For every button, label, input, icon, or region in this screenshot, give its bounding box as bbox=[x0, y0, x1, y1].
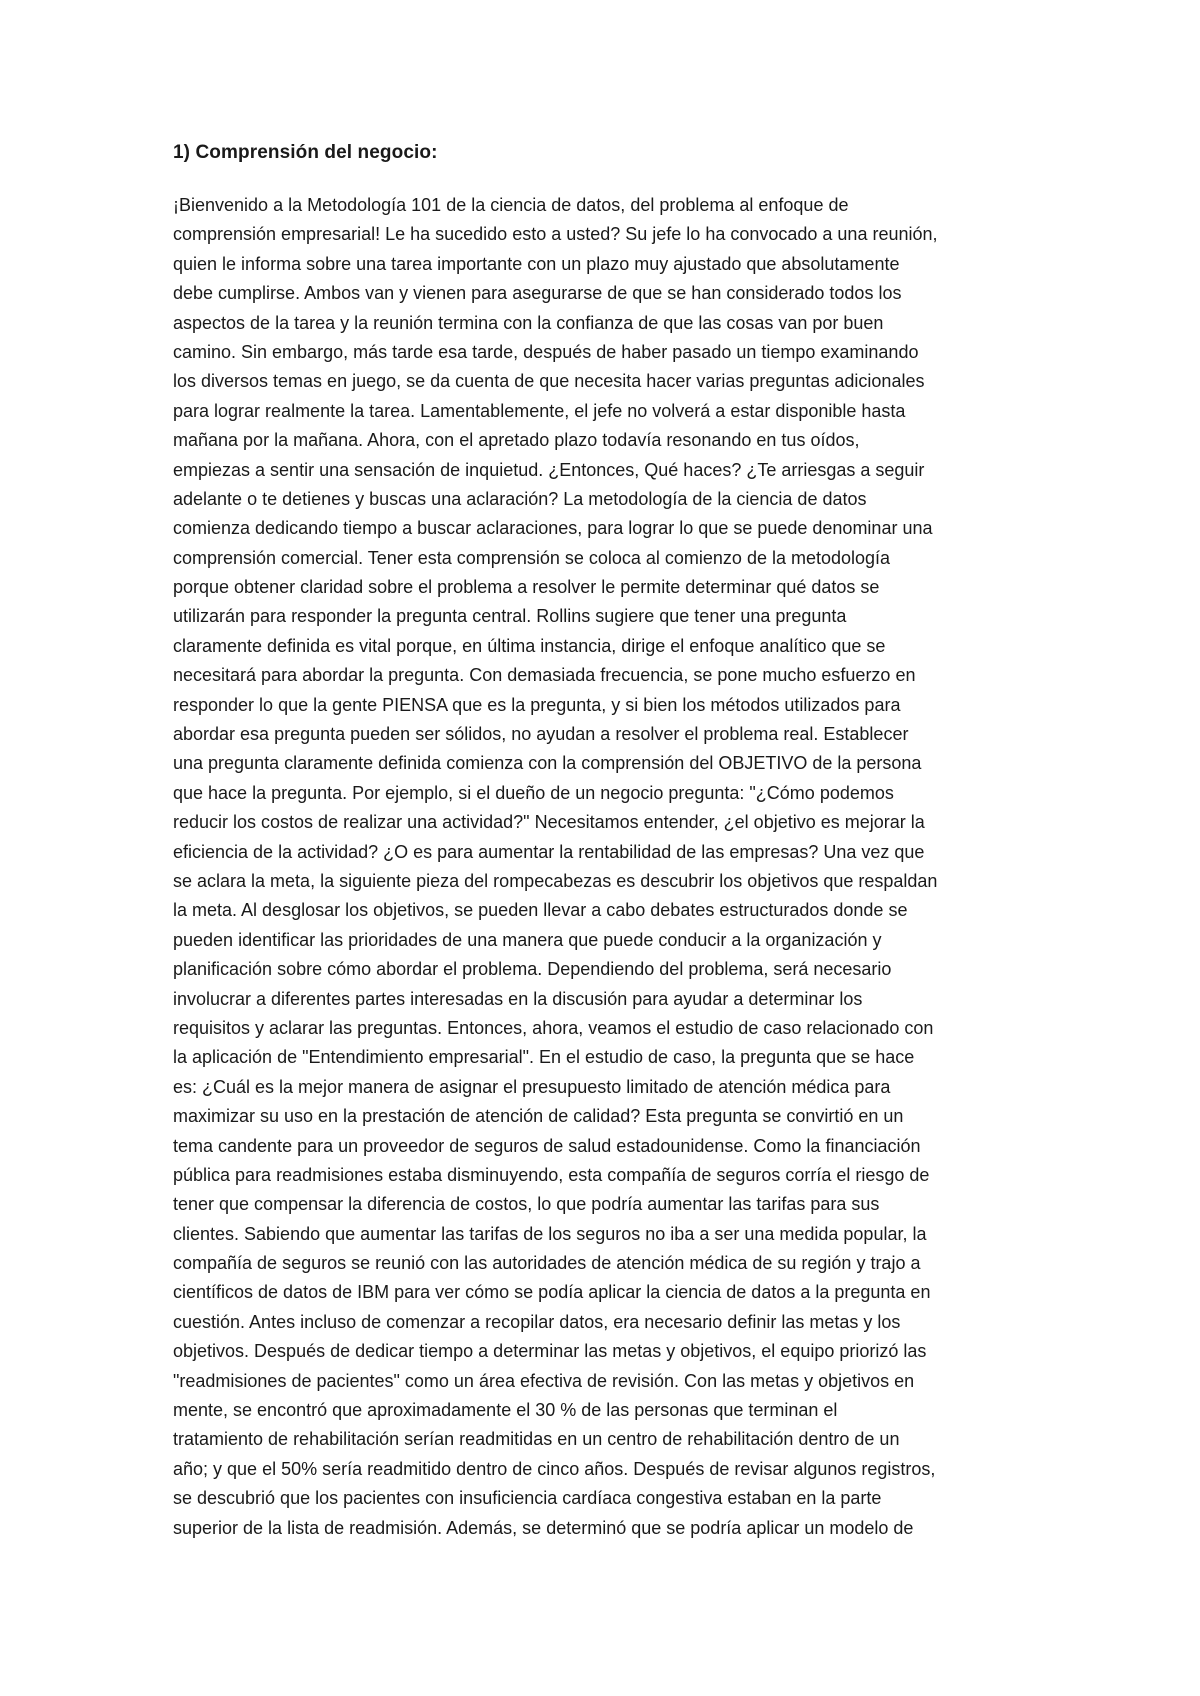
paragraph-line: cuestión. Antes incluso de comenzar a recopilar datos, era necesario definir las metas y los bbox=[173, 1311, 901, 1332]
paragraph-line: ¡Bienvenido a la Metodología 101 de la ciencia de datos, del problema al enfoque de bbox=[173, 195, 849, 215]
paragraph-line: camino. Sin embargo, más tarde esa tarde, después de haber pasado un tiempo examinando bbox=[173, 341, 919, 362]
paragraph-line: comprensión empresarial! Le ha sucedido esto a usted? Su jefe lo ha convocado a una reunión, bbox=[173, 224, 938, 245]
paragraph-line: objetivos. Después de dedicar tiempo a determinar las metas y objetivos, el equipo priorizó las bbox=[173, 1341, 927, 1362]
paragraph-line: maximizar su uso en la prestación de atención de calidad? Esta pregunta se convirtió en un bbox=[173, 1106, 904, 1127]
paragraph-line: empiezas a sentir una sensación de inquietud. ¿Entonces, Qué haces? ¿Te arriesgas a seguir bbox=[173, 459, 925, 480]
paragraph-line: clientes. Sabiendo que aumentar las tarifas de los seguros no iba a ser una medida popular, la bbox=[173, 1223, 927, 1244]
paragraph-line: pública para readmisiones estaba disminuyendo, esta compañía de seguros corría el riesgo de bbox=[173, 1164, 930, 1185]
paragraph-line: responder lo que la gente PIENSA que es la pregunta, y si bien los métodos utilizados para bbox=[173, 694, 901, 715]
body-paragraph bbox=[173, 191, 1053, 1543]
paragraph-line: pueden identificar las prioridades de una manera que puede conducir a la organización y bbox=[173, 929, 882, 950]
paragraph-line: se aclara la meta, la siguiente pieza del rompecabezas es descubrir los objetivos que respaldan bbox=[173, 870, 938, 891]
paragraph-line: involucrar a diferentes partes interesadas en la discusión para ayudar a determinar los bbox=[173, 988, 863, 1009]
paragraph-line: claramente definida es vital porque, en última instancia, dirige el enfoque analítico que se bbox=[173, 635, 886, 656]
paragraph-line: superior de la lista de readmisión. Además, se determinó que se podría aplicar un modelo de bbox=[173, 1517, 914, 1538]
paragraph-line: porque obtener claridad sobre el problema a resolver le permite determinar qué datos se bbox=[173, 577, 880, 598]
paragraph-line: reducir los costos de realizar una actividad?" Necesitamos entender, ¿el objetivo es mejorar la bbox=[173, 812, 925, 833]
paragraph-line: la meta. Al desglosar los objetivos, se pueden llevar a cabo debates estructurados donde se bbox=[173, 900, 908, 921]
paragraph-line: planificación sobre cómo abordar el problema. Dependiendo del problema, será necesario bbox=[173, 959, 892, 980]
paragraph-line: científicos de datos de IBM para ver cómo se podía aplicar la ciencia de datos a la pregunta en bbox=[173, 1282, 931, 1303]
paragraph-line: que hace la pregunta. Por ejemplo, si el dueño de un negocio pregunta: "¿Cómo podemos bbox=[173, 782, 894, 803]
paragraph-line: utilizarán para responder la pregunta central. Rollins sugiere que tener una pregunta bbox=[173, 606, 847, 627]
paragraph-line: los diversos temas en juego, se da cuenta de que necesita hacer varias preguntas adicionales bbox=[173, 371, 925, 392]
paragraph-line: debe cumplirse. Ambos van y vienen para asegurarse de que se han considerado todos los bbox=[173, 283, 902, 304]
paragraph-line: compañía de seguros se reunió con las autoridades de atención médica de su región y trajo a bbox=[173, 1253, 921, 1274]
paragraph-line: mente, se encontró que aproximadamente el 30 % de las personas que terminan el bbox=[173, 1400, 838, 1421]
paragraph-line: abordar esa pregunta pueden ser sólidos, no ayudan a resolver el problema real. Establecer bbox=[173, 724, 909, 745]
paragraph-line: año; y que el 50% sería readmitido dentro de cinco años. Después de revisar algunos registros, bbox=[173, 1458, 936, 1479]
paragraph-line: eficiencia de la actividad? ¿O es para aumentar la rentabilidad de las empresas? Una vez que bbox=[173, 841, 925, 862]
paragraph-line: adelante o te detienes y buscas una aclaración? La metodología de la ciencia de datos bbox=[173, 488, 867, 509]
paragraph-line: tener que compensar la diferencia de costos, lo que podría aumentar las tarifas para sus bbox=[173, 1194, 880, 1215]
section-heading: 1) Comprensión del negocio: bbox=[173, 142, 438, 163]
paragraph-line: mañana por la mañana. Ahora, con el apretado plazo todavía resonando en tus oídos, bbox=[173, 430, 860, 451]
paragraph-line: quien le informa sobre una tarea importante con un plazo muy ajustado que absolutamente bbox=[173, 253, 900, 274]
paragraph-line: aspectos de la tarea y la reunión termina con la confianza de que las cosas van por buen bbox=[173, 312, 884, 333]
paragraph-line: comprensión comercial. Tener esta comprensión se coloca al comienzo de la metodología bbox=[173, 547, 891, 568]
paragraph-line: para lograr realmente la tarea. Lamentablemente, el jefe no volverá a estar disponible hasta bbox=[173, 400, 906, 421]
paragraph-line: requisitos y aclarar las preguntas. Entonces, ahora, veamos el estudio de caso relacionado con bbox=[173, 1017, 934, 1038]
paragraph-line: se descubrió que los pacientes con insuficiencia cardíaca congestiva estaban en la parte bbox=[173, 1488, 882, 1509]
paragraph-line: comienza dedicando tiempo a buscar aclaraciones, para lograr lo que se puede denominar una bbox=[173, 518, 933, 539]
paragraph-line: necesitará para abordar la pregunta. Con demasiada frecuencia, se pone mucho esfuerzo en bbox=[173, 665, 916, 686]
paragraph-line: tema candente para un proveedor de seguros de salud estadounidense. Como la financiación bbox=[173, 1135, 921, 1156]
paragraph-line: una pregunta claramente definida comienza con la comprensión del OBJETIVO de la persona bbox=[173, 753, 922, 774]
paragraph-line: "readmisiones de pacientes" como un área efectiva de revisión. Con las metas y objetivos en bbox=[173, 1370, 915, 1391]
paragraph-line: la aplicación de "Entendimiento empresarial". En el estudio de caso, la pregunta que se hace bbox=[173, 1047, 915, 1068]
paragraph-line: es: ¿Cuál es la mejor manera de asignar el presupuesto limitado de atención médica para bbox=[173, 1076, 891, 1097]
paragraph-line: tratamiento de rehabilitación serían readmitidas en un centro de rehabilitación dentro de un bbox=[173, 1429, 900, 1450]
